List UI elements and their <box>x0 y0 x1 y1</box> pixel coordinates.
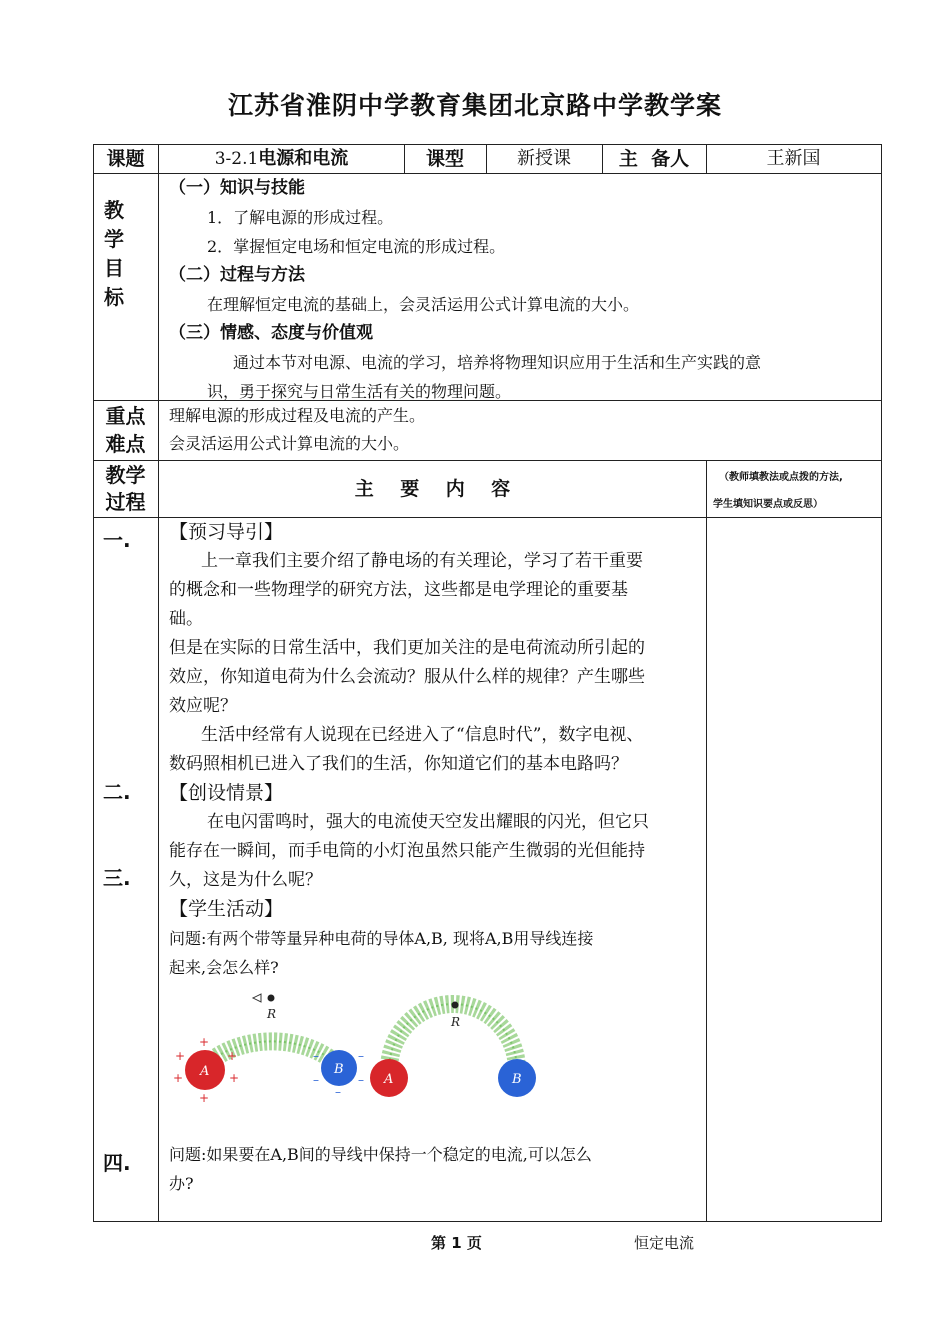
table-rule <box>158 144 159 1222</box>
preview-paragraph-line: 上一章我们主要介绍了静电场的有关理论，学习了若干重要 <box>201 551 643 571</box>
minus-charge: – <box>335 1085 341 1099</box>
goals-label-char: 学 <box>104 227 124 251</box>
preview-paragraph-line: 数码照相机已进入了我们的生活，你知道它们的基本电路吗？ <box>169 754 628 774</box>
goals-label-char: 教 <box>104 198 124 222</box>
key-points-label-line: 重点 <box>105 404 146 428</box>
key-points-label <box>93 402 158 458</box>
key-points-content <box>169 402 869 458</box>
step-two-marker: 二. <box>103 780 131 804</box>
key-points-label-line: 难点 <box>105 432 146 456</box>
question-line: 起来,会怎么样? <box>169 958 279 977</box>
right-conductor-a-label: A <box>384 1072 394 1087</box>
notes-column-heading <box>713 464 878 518</box>
table-rule <box>706 460 707 1222</box>
scene-line: 久，这是为什么呢？ <box>169 870 322 890</box>
type-value: 新授课 <box>517 148 571 169</box>
left-conductor-b-label: B <box>334 1062 344 1077</box>
lesson-plan-table <box>93 144 882 1222</box>
preview-paragraph-line: 的概念和一些物理学的研究方法，这些都是电学理论的重要基 <box>169 580 628 600</box>
step-four-marker: 四. <box>103 1151 131 1175</box>
minus-charge: – <box>358 1073 364 1087</box>
scene-title: 【创设情景】 <box>169 782 284 804</box>
goals-label <box>102 196 126 312</box>
key-point: 会灵活运用公式计算电流的大小。 <box>169 434 410 453</box>
step-three-marker: 三. <box>103 866 131 890</box>
preview-paragraph-line: 础。 <box>169 609 203 629</box>
main-content-heading: 主 要 内 容 <box>354 478 511 500</box>
plus-charge: + <box>175 1049 186 1063</box>
page-title: 江苏省淮阴中学教育集团北京路中学教学案 <box>227 91 722 120</box>
right-wire-arc <box>389 1004 517 1070</box>
goals-text: 通过本节对电源、电流的学习，培养将物理知识应用于生活和生产实践的意 <box>233 353 762 372</box>
right-conductor-b-label: B <box>512 1072 522 1087</box>
minus-charge: – <box>313 1073 319 1087</box>
plus-charge: + <box>227 1049 238 1063</box>
question-line: 问题:如果要在A,B间的导线中保持一个稳定的电流,可以怎么 <box>169 1145 592 1164</box>
charge-conductor-figure <box>173 988 563 1103</box>
scene-line: 能存在一瞬间，而手电筒的小灯泡虽然只能产生微弱的光但能持 <box>169 841 645 861</box>
goals-label-char: 目 <box>104 256 124 280</box>
subject-number: 3-2.1 <box>214 149 259 169</box>
subject-label: 课题 <box>106 148 145 170</box>
preview-paragraph-line: 但是在实际的日常生活中，我们更加关注的是电荷流动所引起的 <box>169 638 645 658</box>
preview-title: 【预习导引】 <box>169 521 284 543</box>
type-label: 课型 <box>425 148 464 170</box>
preparer-label: 主 备人 <box>618 148 690 170</box>
plus-charge: + <box>199 1035 210 1049</box>
page-number: 第 1 页 <box>431 1234 482 1252</box>
left-current-arrow-icon <box>253 994 261 1002</box>
plus-charge: + <box>173 1071 184 1085</box>
goals-section-title: （二）过程与方法 <box>169 265 305 285</box>
goals-item: 1．了解电源的形成过程。 <box>207 208 394 227</box>
question-two <box>169 1140 701 1198</box>
goals-content <box>169 174 874 406</box>
left-resistor-label: R <box>267 1007 277 1021</box>
minus-charge: – <box>313 1049 319 1063</box>
table-border-bottom <box>93 1221 882 1222</box>
plus-charge: + <box>199 1091 210 1103</box>
preparer-value: 王新国 <box>766 148 821 169</box>
process-label-line: 教学 <box>105 463 146 487</box>
goals-item: 2．掌握恒定电场和恒定电流的形成过程。 <box>207 237 506 256</box>
process-label-line: 过程 <box>105 490 146 514</box>
minus-charge: – <box>358 1049 364 1063</box>
key-point: 理解电源的形成过程及电流的产生。 <box>169 406 426 425</box>
right-resistor-label: R <box>451 1015 461 1029</box>
right-resistor-dot <box>452 1002 459 1009</box>
left-resistor-dot <box>268 995 275 1002</box>
left-conductor-a-label: A <box>200 1064 210 1079</box>
footer-topic: 恒定电流 <box>634 1234 695 1252</box>
preview-paragraph-line: 效应，你知道电荷为什么会流动？服从什么样的规律？产生哪些 <box>169 667 645 687</box>
step-one-marker: 一. <box>103 528 131 552</box>
goals-text: 识，勇于探究与日常生活有关的物理问题。 <box>207 382 512 401</box>
scene-line: 在电闪雷鸣时，强大的电流使天空发出耀眼的闪光，但它只 <box>207 812 649 832</box>
table-border-left <box>93 144 94 1222</box>
subject-name: 电源和电流 <box>258 148 349 169</box>
process-label <box>93 462 158 516</box>
notes-heading-line: （教师填教法或点拨的方法, <box>719 472 843 483</box>
question-line: 问题:有两个带等量异种电荷的导体A,B, 现将A,B用导线连接 <box>169 929 594 948</box>
notes-heading-line: 学生填知识要点或反思） <box>713 499 823 510</box>
subject-value <box>159 144 404 173</box>
preview-paragraph-line: 效应呢？ <box>169 696 237 716</box>
goals-section-title: （一）知识与技能 <box>169 178 305 198</box>
goals-section-title: （三）情感、态度与价值观 <box>169 323 373 343</box>
question-line: 办? <box>169 1174 194 1193</box>
goals-label-char: 标 <box>104 285 124 309</box>
main-content <box>169 518 701 982</box>
table-border-right <box>881 144 882 1222</box>
preview-paragraph-line: 生活中经常有人说现在已经进入了“信息时代”，数字电视、 <box>201 725 644 745</box>
goals-text: 在理解恒定电流的基础上，会灵活运用公式计算电流的大小。 <box>207 295 640 314</box>
plus-charge: + <box>229 1071 240 1085</box>
activity-title: 【学生活动】 <box>169 898 284 920</box>
